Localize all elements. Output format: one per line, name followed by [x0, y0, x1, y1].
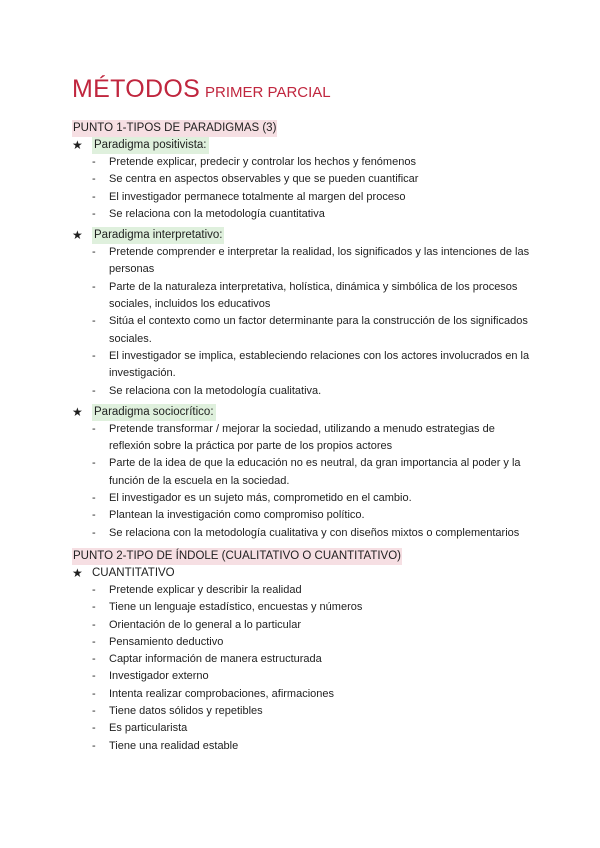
- dash-bullet-icon: -: [92, 705, 96, 718]
- bullet-list: [72, 154, 532, 223]
- dash-bullet-icon: -: [92, 670, 96, 683]
- list-item: - Captar información de manera estructurada: [92, 651, 532, 668]
- bullet-list: [72, 582, 532, 755]
- title-subtitle: PRIMER PARCIAL: [205, 84, 331, 101]
- list-item: - Parte de la idea de que la educación no es neutral, da gran importancia al poder y la función de la escuela en la sociedad.: [92, 457, 521, 487]
- dash-bullet-icon: -: [92, 207, 96, 220]
- list-item: - Plantean la investigación como compromiso político.: [92, 507, 532, 524]
- list-item: - Tiene datos sólidos y repetibles: [92, 703, 532, 720]
- star-bullet-icon: ★: [72, 404, 83, 419]
- dash-bullet-icon: -: [92, 349, 96, 362]
- list-item: - Parte de la naturaleza interpretativa, holística, dinámica y simbólica de los procesos sociales, incluidos los educativos: [92, 280, 518, 311]
- list-item: - Pensamiento deductivo: [92, 634, 532, 651]
- list-item: - El investigador se implica, estableciendo relaciones con los actores involucrados en la investigación.: [92, 349, 530, 380]
- notes-content: [72, 118, 532, 755]
- dash-bullet-icon: -: [92, 384, 96, 397]
- list-item: - Se centra en aspectos observables y que se pueden cuantificar: [92, 171, 532, 188]
- dash-bullet-icon: -: [92, 246, 96, 259]
- list-item: - Se relaciona con la metodología cualitativa.: [92, 383, 532, 400]
- list-item: - Orientación de lo general a lo particular: [92, 617, 532, 634]
- dash-bullet-icon: -: [92, 601, 96, 614]
- list-item: - El investigador permanece totalmente al margen del proceso: [92, 189, 532, 206]
- list-item: - Es particularista: [92, 720, 532, 737]
- bullet-list: [72, 421, 532, 542]
- dash-bullet-icon: -: [92, 687, 96, 700]
- dash-bullet-icon: -: [92, 190, 96, 203]
- title-main: MÉTODOS: [72, 75, 201, 103]
- paradigm-positivista: [72, 137, 532, 154]
- dash-bullet-icon: -: [92, 156, 96, 168]
- star-bullet-icon: ★: [72, 138, 83, 152]
- list-item: - Pretende comprender e interpretar la realidad, los significados y las intenciones de las personas: [92, 246, 530, 276]
- dash-bullet-icon: -: [92, 722, 96, 735]
- list-item: - Sitúa el contexto como un factor determinante para la construcción de los significados sociales.: [92, 315, 528, 345]
- paradigm-label: Paradigma positivista:: [92, 137, 209, 154]
- dash-bullet-icon: -: [92, 173, 96, 186]
- list-item: - Tiene un lenguaje estadístico, encuestas y números: [92, 599, 532, 616]
- section-heading-paradigms: PUNTO 1-TIPOS DE PARADIGMAS (3): [72, 120, 277, 137]
- list-item: - Se relaciona con la metodología cualitativa y con diseños mixtos o complementarios: [92, 525, 532, 542]
- dash-bullet-icon: -: [92, 509, 96, 522]
- paradigm-interpretativo: [72, 227, 532, 244]
- list-item: - Se relaciona con la metodología cuantitativa: [92, 206, 532, 223]
- list-item: - Intenta realizar comprobaciones, afirmaciones: [92, 686, 532, 703]
- dash-bullet-icon: -: [92, 618, 96, 631]
- paradigm-sociocritico: [72, 404, 532, 421]
- list-item: - El investigador es un sujeto más, comprometido en el cambio.: [92, 490, 532, 507]
- dash-bullet-icon: -: [92, 457, 96, 470]
- list-item: - Pretende explicar, predecir y controlar los hechos y fenómenos: [92, 154, 532, 171]
- dash-bullet-icon: -: [92, 635, 96, 648]
- bullet-list: [72, 244, 532, 400]
- page-title: [72, 68, 331, 105]
- star-bullet-icon: ★: [72, 228, 83, 243]
- dash-bullet-icon: -: [92, 526, 96, 539]
- dash-bullet-icon: -: [92, 422, 96, 435]
- dash-bullet-icon: -: [92, 280, 96, 293]
- list-item: - Investigador externo: [92, 668, 532, 685]
- group-cuantitativo: [72, 565, 532, 582]
- list-item: - Tiene una realidad estable: [92, 738, 532, 755]
- dash-bullet-icon: -: [92, 492, 96, 505]
- dash-bullet-icon: -: [92, 739, 96, 752]
- group-label: CUANTITATIVO: [92, 566, 175, 579]
- list-item: - Pretende explicar y describir la realidad: [92, 582, 532, 599]
- dash-bullet-icon: -: [92, 315, 96, 328]
- paradigm-label: Paradigma interpretativo:: [92, 227, 224, 244]
- star-bullet-icon: ★: [72, 565, 83, 580]
- section-heading-indole: PUNTO 2-TIPO DE ÍNDOLE (CUALITATIVO O CUANTITATIVO): [72, 548, 402, 565]
- paradigm-label: Paradigma sociocrítico:: [92, 404, 216, 421]
- list-item: - Pretende transformar / mejorar la sociedad, utilizando a menudo estrategias de reflexión sobre la práctica por parte de los propios actores: [92, 422, 495, 453]
- dash-bullet-icon: -: [92, 583, 96, 596]
- dash-bullet-icon: -: [92, 653, 96, 666]
